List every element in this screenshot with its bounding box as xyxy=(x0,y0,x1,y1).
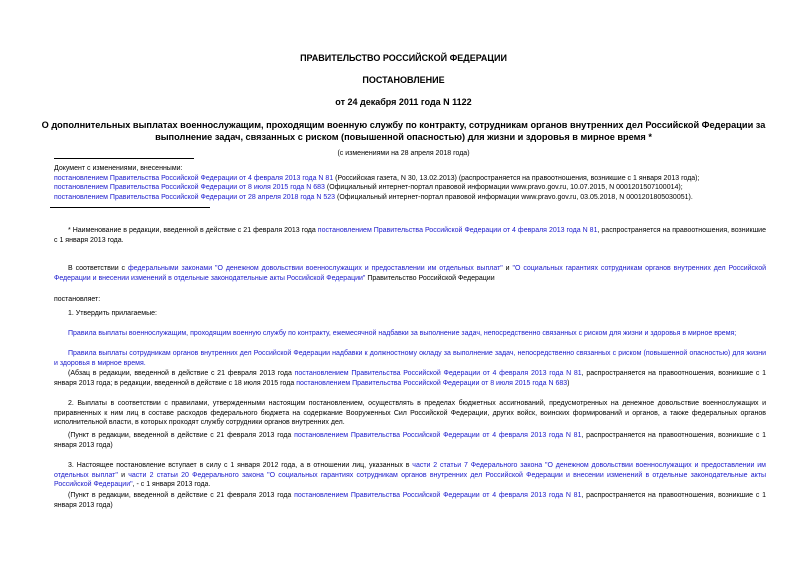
amendment-item xyxy=(54,183,766,193)
preamble-text-end: Правительство Российской Федерации xyxy=(365,274,495,282)
item-2: 2. Выплаты в соответствии с правилами, утвержденными настоящим постановлением, осуществлять в пределах бюджетных ассигнований, предусмотренных на денежное довольствие военнослужащих и приравненных к ним лиц в составе расходов федерального бюджета на содержание Вооруженных Сил Российской Федерации, других войск, воинских формирований и органов, а также федеральных органов исполнительной власти, в которых проходят службу сотрудники органов внутренних дел. xyxy=(54,400,766,427)
amendment-item xyxy=(54,174,766,184)
amendment-details-2: (Официальный интернет-портал правовой информации www.pravo.gov.ru, 10.07.2015, N 0001201507100014); xyxy=(324,184,683,192)
paragraph-note-2 xyxy=(54,431,766,450)
amendment-details-1: (Российская газета, N 30, 13.02.2013) (распространяется на правоотношения, возникшие с 1 января 2013 года); xyxy=(333,174,700,182)
preamble-conjunction: и xyxy=(502,265,513,272)
rules-2-link[interactable]: Правила выплаты сотрудникам органов внутренних дел Российской Федерации надбавки к должностному окладу за выполнение задач, непосредственно связанных с риском (повышенной опасностью) для жизни и здоровья в мирное время. xyxy=(54,350,766,367)
note-1-text-end: ) xyxy=(567,379,570,387)
item-3-link-1[interactable]: части 2 статьи 7 Федерального закона "О денежном довольствии военнослужащих и предоставлении им отдельных выплат" xyxy=(54,462,766,479)
note-3-link[interactable]: постановлением Правительства Российской Федерации от 4 февраля 2013 года N 81 xyxy=(294,492,582,499)
preamble-link-law-2[interactable]: "О социальных гарантиях сотрудникам органов внутренних дел Российской Федерации и внесении изменений в отдельные законодательные акты Российской Федерации" xyxy=(54,265,766,282)
amendment-link-3[interactable]: постановлением Правительства Российской Федерации от 28 апреля 2018 года N 523 xyxy=(54,193,336,201)
amendment-item xyxy=(54,193,766,203)
note-2-text-end: , распространяется на правоотношения, возникшие с 1 января 2013 года) xyxy=(54,432,766,449)
item-3-text-end: , - с 1 января 2013 года. xyxy=(132,481,211,489)
note-1-text-mid: , распространяется на правоотношения, возникшие с 1 января 2013 года; в редакции, введенной в действие с 18 июля 2015 года xyxy=(54,370,766,387)
amendment-link-1[interactable]: постановлением Правительства Российской Федерации от 4 февраля 2013 года N 81 xyxy=(54,174,334,182)
footnote-link[interactable]: постановлением Правительства Российской Федерации от 4 февраля 2013 года N 81 xyxy=(317,227,598,234)
date-number-heading: от 24 декабря 2011 года N 1122 xyxy=(335,97,472,107)
note-3-text-end: , распространяется на правоотношения, возникшие с 1 января 2013 года) xyxy=(54,492,766,509)
amendments-intro: Документ с изменениями, внесенными: xyxy=(54,165,183,172)
decides-line: постановляет: xyxy=(54,296,101,303)
note-2-link[interactable]: постановлением Правительства Российской Федерации от 4 февраля 2013 года N 81 xyxy=(294,432,582,439)
note-1-text-start: (Абзац в редакции, введенной в действие с 21 февраля 2013 года xyxy=(68,370,295,377)
document-title: О дополнительных выплатах военнослужащим, проходящим военную службу по контракту, сотрудникам органов внутренних дел Российской Федерации за выполнение задач, связанных с риском (повышенной опасностью) для жизни и здоровья в мирное время * xyxy=(41,120,766,142)
document-type-heading: ПОСТАНОВЛЕНИЕ xyxy=(362,75,445,85)
item-3-link-2[interactable]: части 2 статьи 20 Федерального закона "О социальных гарантиях сотрудникам органов внутренних дел Российской Федерации и внесении изменений в отдельные законодательные акты Российской Федерации" xyxy=(54,471,766,489)
amendments-top-rule xyxy=(54,158,194,159)
paragraph-note-3 xyxy=(54,491,766,510)
note-1-link-2[interactable]: постановлением Правительства Российской Федерации от 8 июля 2015 года N 683 xyxy=(296,379,568,387)
title-footnote xyxy=(54,226,766,245)
revision-note: (с изменениями на 28 апреля 2018 года) xyxy=(337,150,470,157)
note-3-text-start: (Пункт в редакции, введенной в действие с 21 февраля 2013 года xyxy=(68,492,295,499)
preamble xyxy=(54,264,766,283)
footnote-text-start: * Наименование в редакции, введенной в действие с 21 февраля 2013 года xyxy=(68,227,318,234)
rules-1-link[interactable]: Правила выплаты военнослужащим, проходящим военную службу по контракту, ежемесячной надбавки за выполнение задач, непосредственно связанных с риском для жизни и здоровья в мирное время; xyxy=(68,330,737,337)
item-3 xyxy=(54,461,766,490)
footnote-text-end: , распространяется на правоотношения, возникшие с 1 января 2013 года. xyxy=(54,227,766,244)
amendments-block xyxy=(54,164,766,202)
item-3-text-start: 3. Настоящее постановление вступает в силу с 1 января 2012 года, а в отношении лиц, указанных в xyxy=(68,462,413,469)
amendment-link-2[interactable]: постановлением Правительства Российской Федерации от 8 июля 2015 года N 683 xyxy=(54,184,325,192)
item-1: 1. Утвердить прилагаемые: xyxy=(68,310,157,317)
note-1-link-1[interactable]: постановлением Правительства Российской Федерации от 4 февраля 2013 года N 81 xyxy=(294,370,582,377)
preamble-text-start: В соответствии с xyxy=(68,265,128,272)
paragraph-note-1 xyxy=(54,369,766,388)
item-3-conjunction: и xyxy=(117,471,129,479)
note-2-text-start: (Пункт в редакции, введенной в действие с 21 февраля 2013 года xyxy=(68,432,295,439)
issuer-heading: ПРАВИТЕЛЬСТВО РОССИЙСКОЙ ФЕДЕРАЦИИ xyxy=(300,53,507,63)
amendment-details-3: (Официальный интернет-портал правовой информации www.pravo.gov.ru, 03.05.2018, N 0001201805030051). xyxy=(335,193,693,201)
preamble-link-law-1[interactable]: федеральными законами "О денежном довольствии военнослужащих и предоставлении им отдельных выплат" xyxy=(127,265,503,272)
amendments-bottom-rule xyxy=(50,207,210,208)
